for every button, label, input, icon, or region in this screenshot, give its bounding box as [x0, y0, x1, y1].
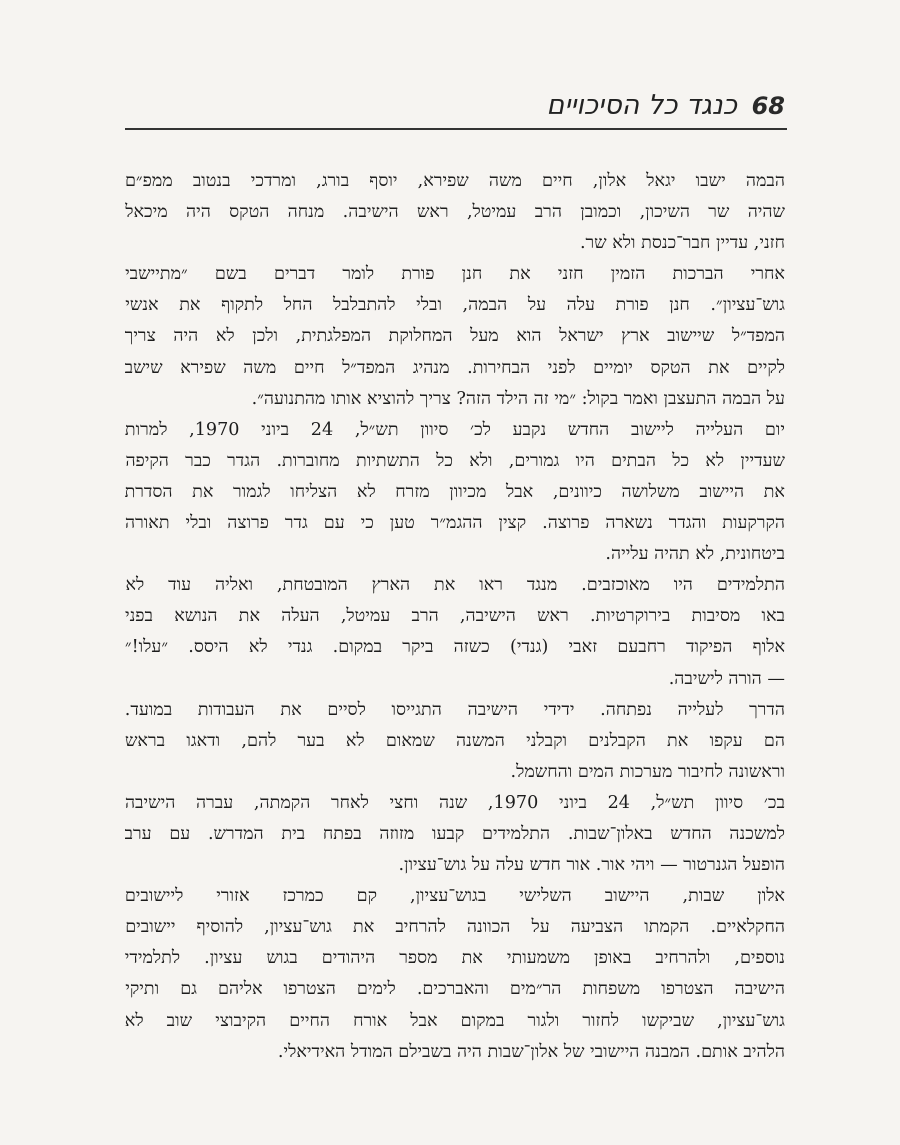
text-line: באו מסיבות בירוקרטיות. ראש הישיבה, הרב עמיטל, העלה את הנושא בפני — [125, 606, 785, 627]
page-number: 68 — [751, 92, 785, 120]
text-line: הלהיב אותם. המבנה היישובי של אלון־שבות היה בשבילם המודל האידיאלי. — [277, 1041, 785, 1062]
text-line: המפד״ל שיישוב ארץ ישראל הוא מעל המחלוקת המפלגתית, ולכן לא היה צריך — [125, 326, 785, 347]
header-rule — [125, 128, 787, 130]
text-line: בכ׳ סיוון תש״ל, 24 ביוני 1970, שנה וחצי לאחר הקמתה, עברה הישיבה — [125, 792, 785, 813]
text-line: יום העלייה ליישוב החדש נקבע לכ׳ סיוון תש״ל, 24 ביוני 1970, למרות — [125, 419, 785, 440]
text-line: על הבמה התעצבן ואמר בקול: ״מי זה הילד הזה? צריך להוציא אותו מהתנועה״. — [251, 388, 785, 409]
text-line: הקרקעות והגדר נשארה פרוצה. קצין ההגמ״ר טען כי עם גדר פרוצה ובלי תאורה — [125, 513, 785, 534]
page-header — [125, 92, 785, 128]
text-line: התלמידים היו מאוכזבים. מנגד ראו את הארץ המובטחת, ואליה עוד לא — [125, 575, 785, 596]
text-line: הופעל הגנרטור — ויהי אור. אור חדש עלה על גוש־עציון. — [398, 855, 785, 876]
text-line: ביטחונית, לא תהיה עלייה. — [605, 544, 785, 565]
text-line: וראשונה לחיבור מערכות המים והחשמל. — [510, 761, 785, 782]
text-line: שהיה שר השיכון, וכמובן הרב עמיטל, ראש הישיבה. מנחה הטקס היה מיכאל — [125, 202, 785, 223]
text-line: הם עקפו את הקבלנים וקבלני המשנה שמאום לא בער להם, ודאגו בראש — [125, 730, 785, 751]
text-line: — הורה לישיבה. — [668, 668, 785, 689]
text-line: החקלאיים. הקמתו הצביעה על הכוונה להרחיב את גוש־עציון, להוסיף יישובים — [125, 917, 785, 938]
body-text — [125, 166, 785, 1068]
text-line: חזני, עדיין חבר־כנסת ולא שר. — [579, 233, 785, 254]
text-line: שעדיין לא כל הבתים היו גמורים, ולא כל התשתיות מחוברות. הגדר כבר הקיפה — [125, 450, 785, 471]
text-line: אלוף הפיקוד רחבעם זאבי (גנדי) כשזה ביקר במקום. גנדי לא היסס. ״עלו!״ — [125, 637, 785, 658]
text-line: הדרך לעלייה נפתחה. ידידי הישיבה התגייסו לסיים את העבודות במועד. — [125, 699, 785, 720]
text-line: לקיים את הטקס יומיים לפני הבחירות. מנהיג המפד״ל חיים משה שפירא שישב — [125, 357, 785, 378]
text-line: אלון שבות, היישוב השלישי בגוש־עציון, קם כמרכז אזורי ליישובים — [125, 886, 785, 907]
text-line: גוש־עציון״. חנן פורת עלה על הבמה, ובלי להתבלבל החל לתקוף את אנשי — [125, 295, 785, 316]
text-line: נוספים, ולהרחיב באופן משמעותי את מספר היהודים בגוש עציון. לתלמידי — [125, 948, 785, 969]
text-line: גוש־עציון, שביקשו לחזור ולגור במקום אבל אורח החיים הקיבוצי שוב לא — [125, 1010, 785, 1031]
text-line: אחרי הברכות הזמין חזני את חנן פורת לומר דברים בשם ״מתיישבי — [125, 264, 785, 285]
text-line: למשכנה החדש באלון־שבות. התלמידים קבעו מזוזה בפתח בית המדרש. עם ערב — [125, 823, 785, 844]
text-line: הבמה ישבו יגאל אלון, חיים משה שפירא, יוסף בורג, ומרדכי בנטוב ממפ״ם — [125, 171, 785, 191]
text-line: הישיבה הצטרפו משפחות הר״מים והאברכים. לימים הצטרפו אליהם גם ותיקי — [125, 979, 785, 1000]
text-line: את היישוב משלושה כיוונים, אבל מכיוון מזרח לא הצליחו לגמור את הסדרת — [125, 481, 785, 502]
running-title: כנגד כל הסיכויים — [546, 90, 737, 121]
